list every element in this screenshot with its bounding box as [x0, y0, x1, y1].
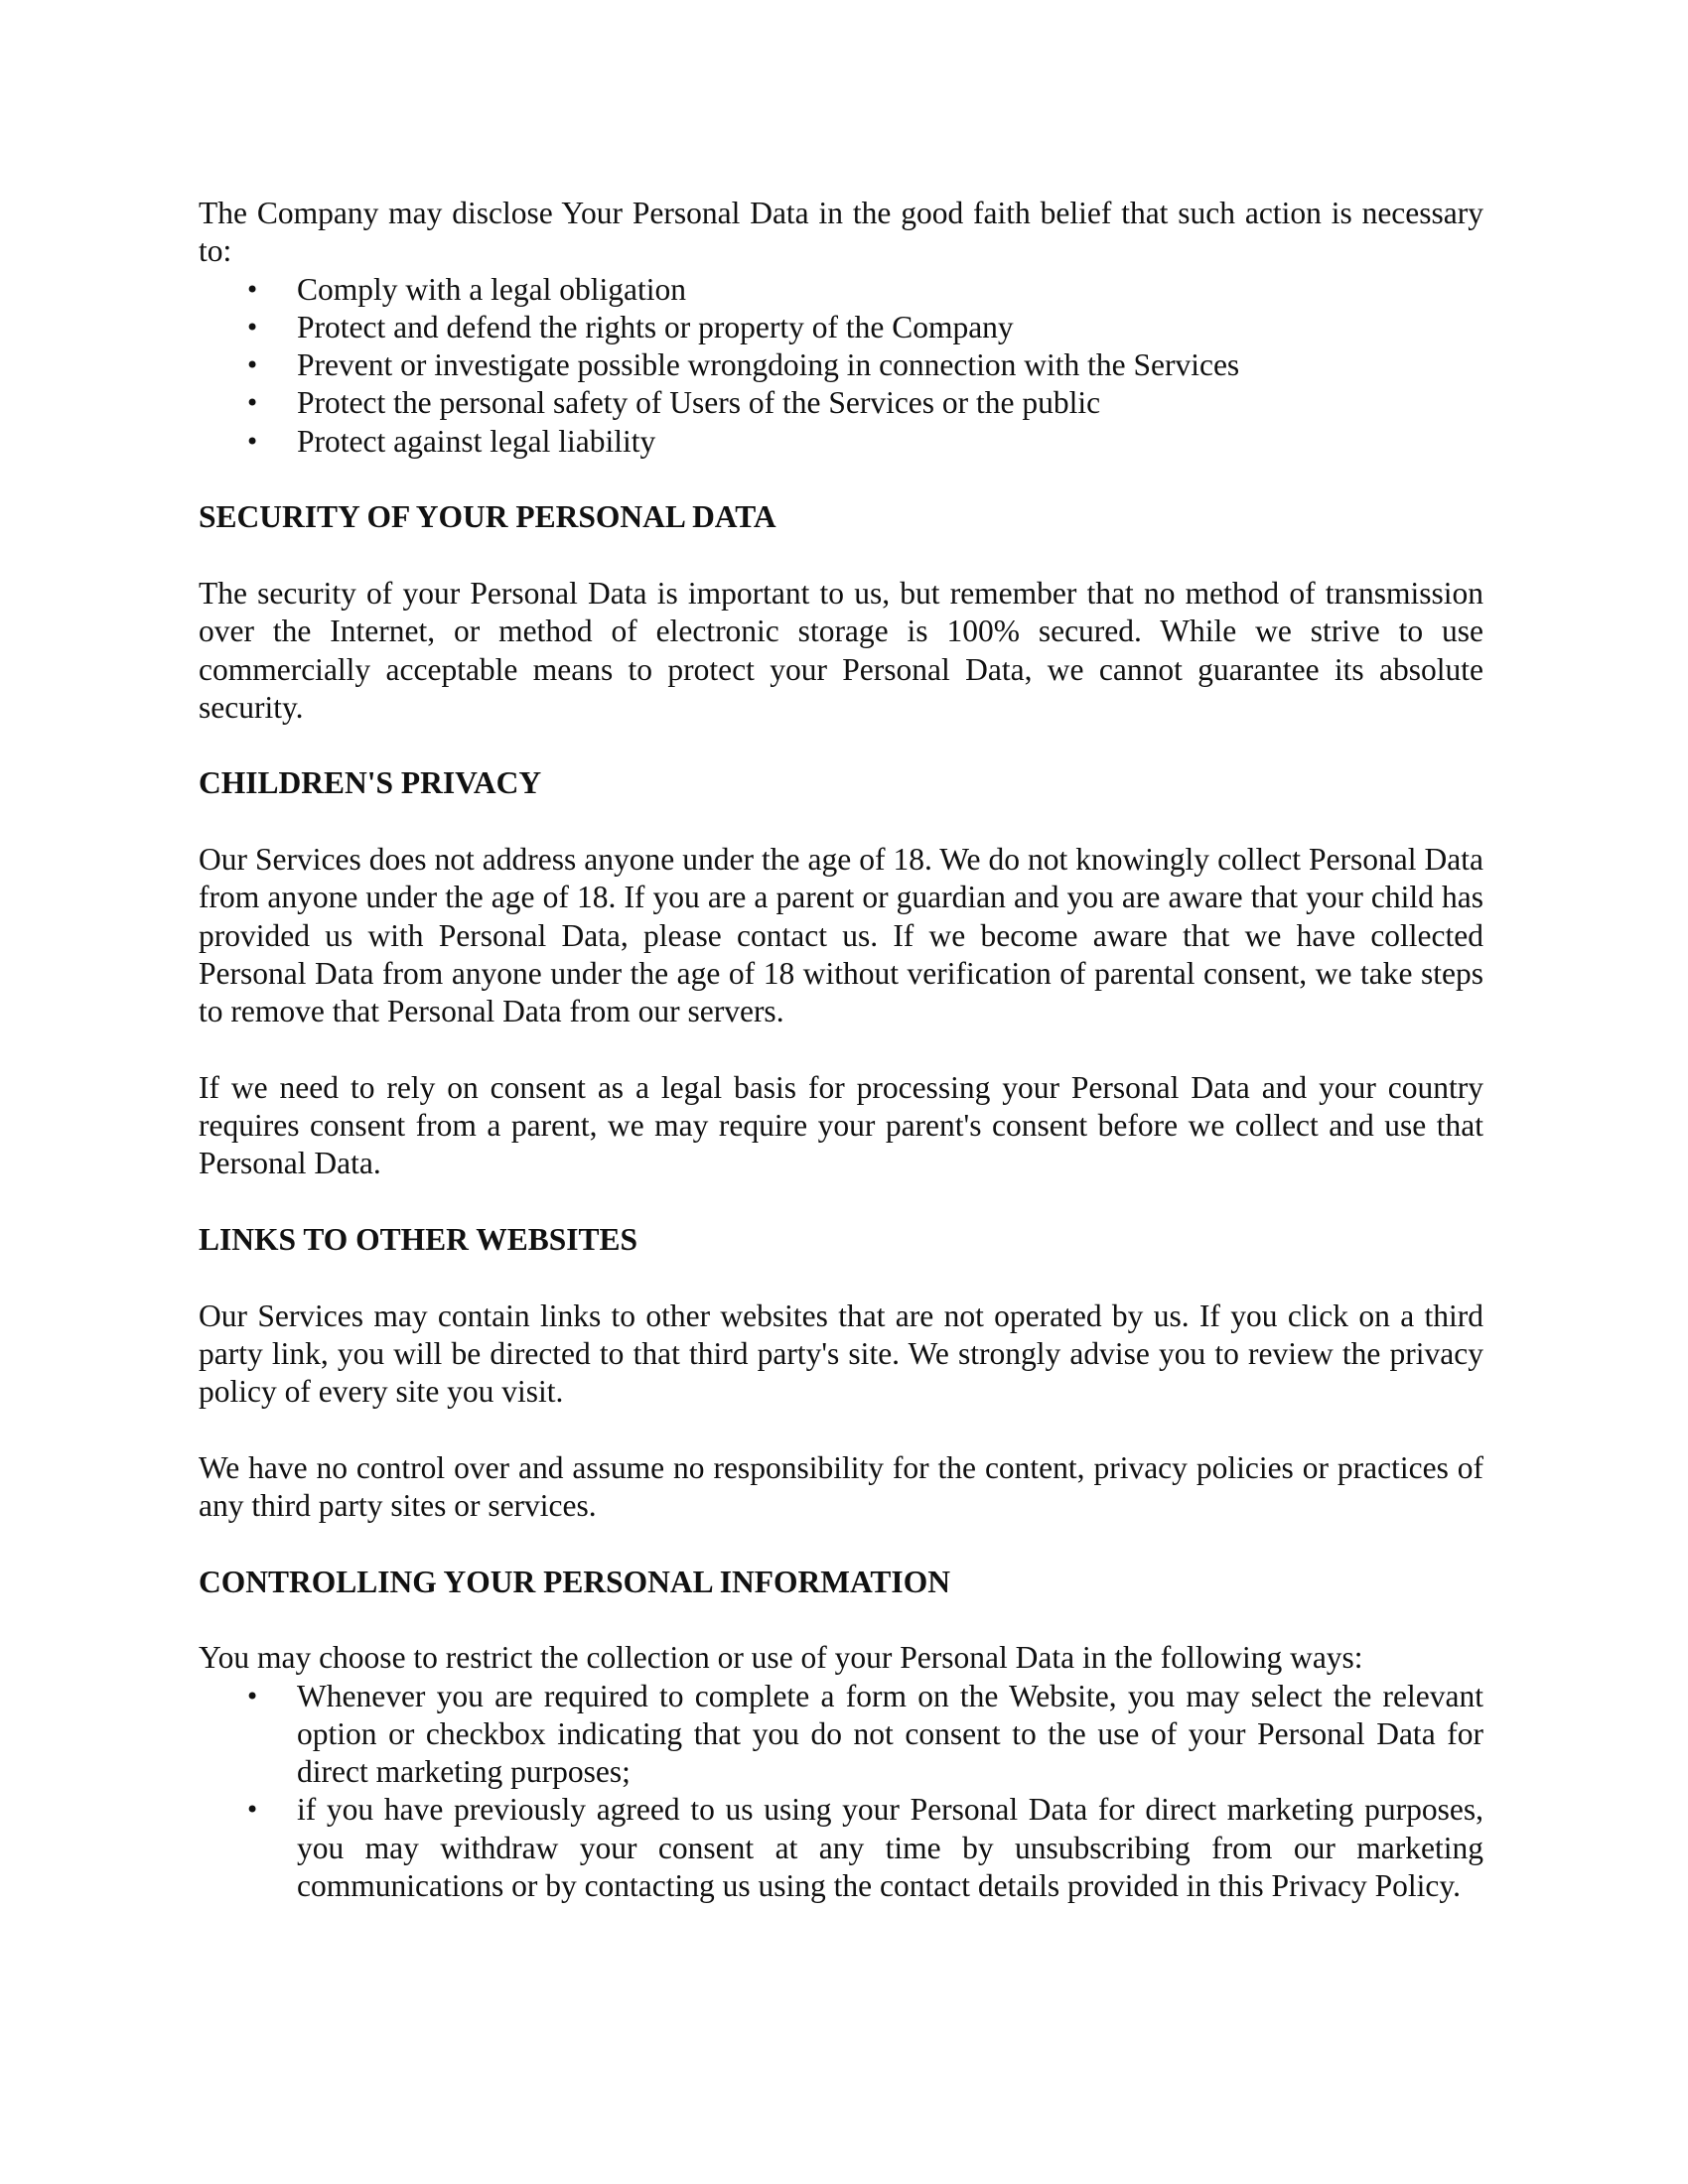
list-item: • Protect the personal safety of Users of the Services or the public — [199, 384, 1483, 422]
list-item: • if you have previously agreed to us using your Personal Data for direct marketing purposes, you may withdraw your consent at any time by unsubscribing from our marketing communications or by contacting us using the contact details provided in this Privacy Policy. — [245, 1792, 1483, 1904]
document-page — [199, 195, 1483, 1905]
parental-consent-paragraph: If we need to rely on consent as a legal basis for processing your Personal Data and your country requires consent from a parent, we may require your parent's consent before we collect and use that Personal Data. — [199, 1069, 1483, 1181]
disclosure-intro: The Company may disclose Your Personal Data in the good faith belief that such action is necessary to: — [199, 196, 1483, 269]
security-heading: SECURITY OF YOUR PERSONAL DATA — [199, 499, 776, 535]
list-item: • Protect against legal liability — [199, 423, 1483, 461]
third-party-paragraph: We have no control over and assume no responsibility for the content, privacy policies or practices of any third party sites or services. — [199, 1449, 1483, 1524]
bullet-icon: • — [245, 1796, 260, 1825]
links-heading: LINKS TO OTHER WEBSITES — [199, 1222, 638, 1258]
bullet-icon: • — [245, 351, 260, 380]
bullet-icon: • — [245, 313, 260, 341]
list-item: • Whenever you are required to complete a form on the Website, you may select the relevant option or checkbox indicating that you do not consent to the use of your Personal Data for direct marketing purposes; — [245, 1678, 1483, 1790]
controlling-heading: CONTROLLING YOUR PERSONAL INFORMATION — [199, 1564, 950, 1599]
list-item: • Prevent or investigate possible wrongdoing in connection with the Services — [199, 346, 1483, 384]
children-heading: CHILDREN'S PRIVACY — [199, 765, 542, 801]
bullet-icon: • — [245, 1682, 260, 1710]
disclosure-list — [199, 271, 1483, 461]
bullet-icon: • — [245, 389, 260, 418]
bullet-icon: • — [245, 275, 260, 304]
controlling-list — [199, 1678, 1483, 1906]
list-item: • Protect and defend the rights or property of the Company — [199, 309, 1483, 346]
list-item: • Comply with a legal obligation — [199, 271, 1483, 309]
links-paragraph: Our Services may contain links to other websites that are not operated by us. If you click on a third party link, you will be directed to that third party's site. We strongly advise you to review the privacy policy of every site you visit. — [199, 1297, 1483, 1410]
controlling-intro: You may choose to restrict the collection or use of your Personal Data in the following ways: — [199, 1640, 1363, 1676]
security-paragraph: The security of your Personal Data is important to us, but remember that no method of transmission over the Internet, or method of electronic storage is 100% secured. While we strive to use commercially acceptable means to protect your Personal Data, we cannot guarantee its absolute security. — [199, 575, 1483, 725]
children-paragraph: Our Services does not address anyone under the age of 18. We do not knowingly collect Personal Data from anyone under the age of 18. If you are a parent or guardian and you are aware that your child has provided us with Personal Data, please contact us. If we become aware that we have collected Personal Data from anyone under the age of 18 without verification of parental consent, we take steps to remove that Personal Data from our servers. — [199, 842, 1483, 1029]
bullet-icon: • — [245, 427, 260, 456]
